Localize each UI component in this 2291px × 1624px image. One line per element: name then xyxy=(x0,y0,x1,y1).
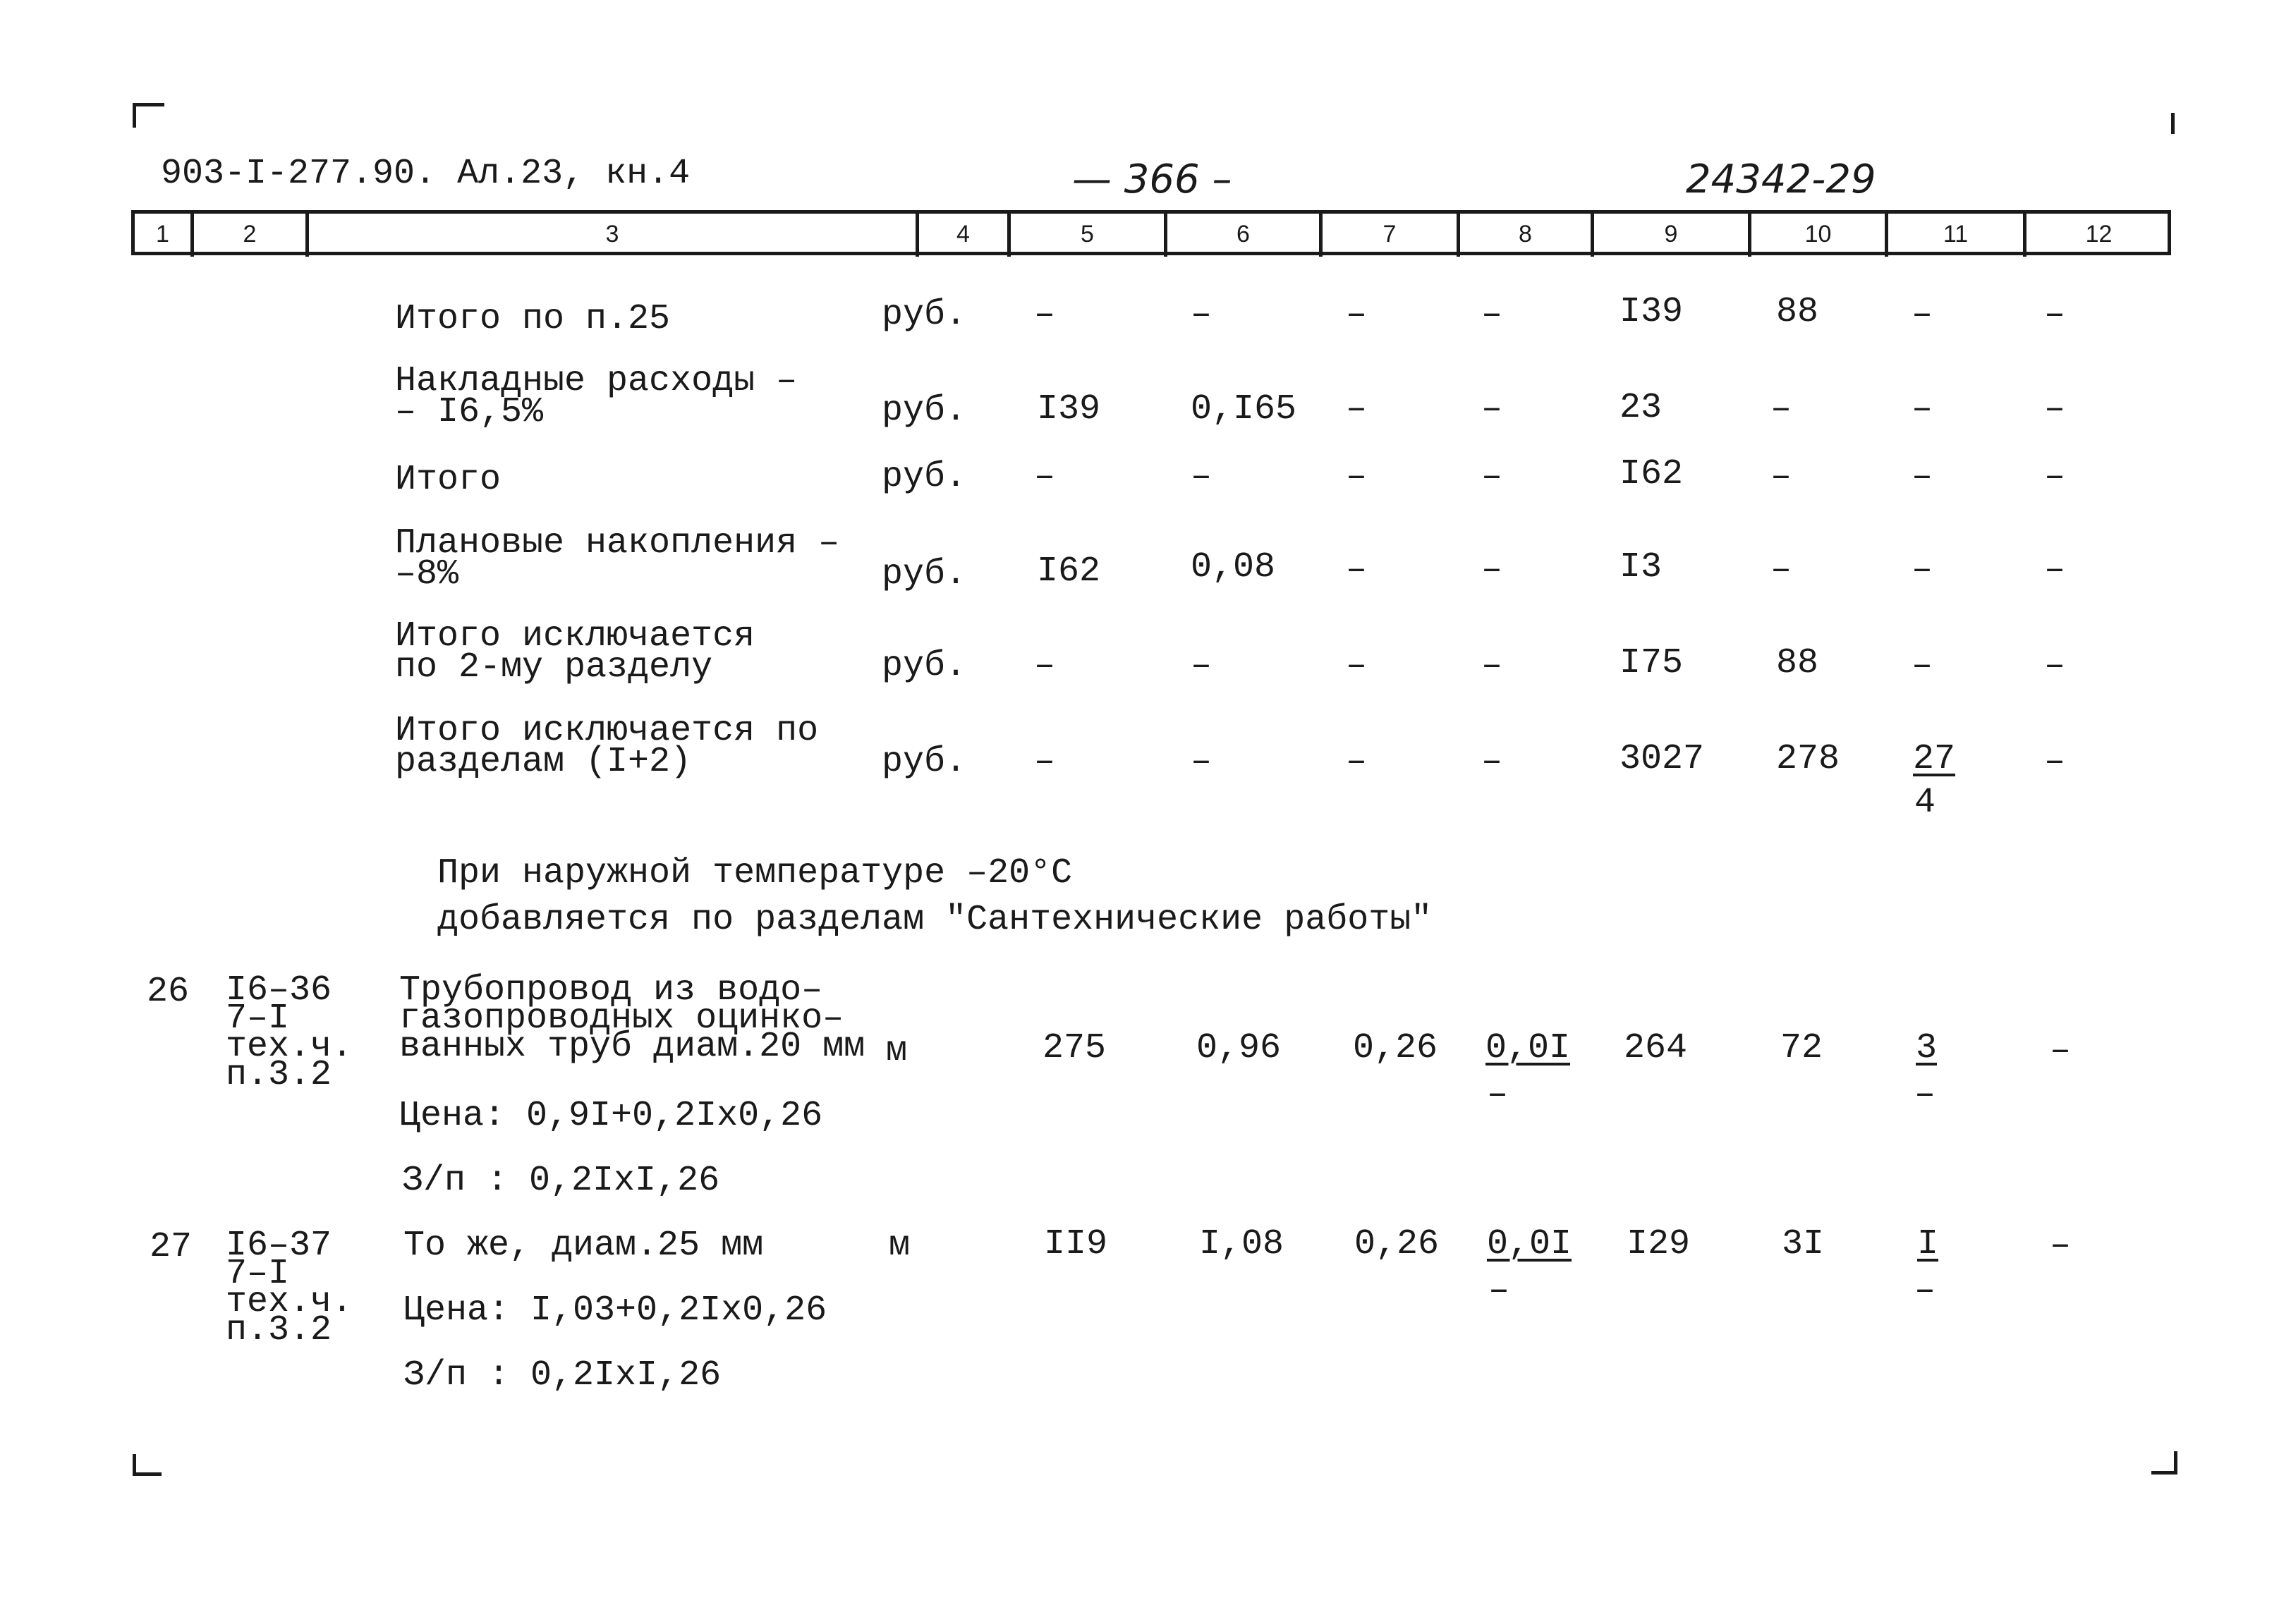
cell-col12: – xyxy=(2044,389,2066,429)
cell-col10: 278 xyxy=(1776,739,1840,779)
cell-col5: – xyxy=(1034,742,1056,782)
row-label: Итого по п.25 xyxy=(395,299,671,339)
row-label: Итого xyxy=(395,460,502,500)
unit-cell: руб. xyxy=(882,646,967,686)
cell-col9: I62 xyxy=(1620,454,1684,494)
cell-col5: 275 xyxy=(1043,1028,1107,1068)
cell-col8: – xyxy=(1481,295,1503,335)
unit-cell: м xyxy=(889,1226,911,1266)
cell-col10: – xyxy=(1770,389,1792,429)
column-header-11: 11 xyxy=(1943,221,1969,248)
column-header-10: 10 xyxy=(1804,221,1832,248)
cell-col7: 0,26 xyxy=(1354,1224,1440,1264)
cell-col6: 0,08 xyxy=(1191,547,1276,587)
column-header-9: 9 xyxy=(1664,221,1678,248)
column-header-2: 2 xyxy=(243,221,257,248)
corner-mark-top-left xyxy=(133,103,164,128)
row-label-continued: разделам (I+2) xyxy=(395,742,692,782)
cell-col6: 0,96 xyxy=(1196,1028,1282,1068)
cell-col5: – xyxy=(1034,646,1056,686)
cell-col7: – xyxy=(1346,550,1368,590)
unit-cell: м xyxy=(886,1031,908,1071)
sheet-code: 24342-29 xyxy=(1686,157,1876,202)
row-label: Итого исключается по xyxy=(395,711,819,751)
column-header-7: 7 xyxy=(1382,221,1397,248)
unit-cell: руб. xyxy=(882,742,967,782)
cell-col9: 264 xyxy=(1624,1028,1688,1068)
item-wage-formula: З/п : 0,2IxI,26 xyxy=(402,1161,720,1201)
item-code: I6–36 xyxy=(226,970,332,1011)
cell-col10: 3I xyxy=(1782,1224,1825,1264)
unit-cell: руб. xyxy=(882,295,967,335)
item-code: I6–37 xyxy=(226,1226,332,1266)
item-name: газопроводных оцинко– xyxy=(399,999,844,1039)
row-label-continued: по 2-му разделу xyxy=(395,647,713,688)
cell-col6: – xyxy=(1191,742,1213,782)
row-label: Накладные расходы – xyxy=(395,361,798,401)
cell-col11-denominator: 4 xyxy=(1914,783,1936,823)
item-wage-formula: З/п : 0,2IxI,26 xyxy=(403,1355,722,1396)
column-header-12: 12 xyxy=(2085,221,2113,248)
cell-col11-numerator: 27 xyxy=(1913,739,1956,779)
cell-col8-numerator: 0,0I xyxy=(1485,1028,1571,1068)
cell-col12: – xyxy=(2044,457,2066,497)
cell-col6: – xyxy=(1191,646,1213,686)
cell-col11-denominator: – xyxy=(1914,1271,1936,1311)
item-code: тех.ч. xyxy=(226,1027,353,1067)
cell-col9: 3027 xyxy=(1620,739,1705,779)
cell-col7: – xyxy=(1346,295,1368,335)
cell-col10: – xyxy=(1770,457,1792,497)
cell-col6: – xyxy=(1191,457,1213,497)
cell-col11: – xyxy=(1912,457,1933,497)
cell-col8-denominator: – xyxy=(1488,1271,1510,1311)
cell-col9: I3 xyxy=(1620,547,1663,587)
cell-col8: – xyxy=(1481,457,1503,497)
item-code: п.3.2 xyxy=(226,1310,332,1350)
cell-col5: II9 xyxy=(1044,1224,1108,1264)
item-number: 26 xyxy=(147,972,190,1012)
item-price-formula: Цена: 0,9I+0,2Ix0,26 xyxy=(399,1096,823,1136)
cell-col10: 72 xyxy=(1780,1028,1823,1068)
cell-col12: – xyxy=(2044,295,2066,335)
cell-col11: – xyxy=(1912,389,1933,429)
document-reference: 903-I-277.90. Ал.23, кн.4 xyxy=(161,154,691,194)
cell-col8-numerator: 0,0I xyxy=(1487,1224,1572,1264)
item-name: То же, диам.25 мм xyxy=(403,1226,764,1266)
item-name: Трубопровод из водо– xyxy=(399,970,823,1011)
page-number: — 366 – xyxy=(1072,157,1232,202)
item-code: 7–I xyxy=(226,999,290,1039)
column-header-3: 3 xyxy=(605,221,619,248)
cell-col5: I39 xyxy=(1037,389,1101,429)
cell-col8-denominator: – xyxy=(1487,1075,1509,1115)
column-header-5: 5 xyxy=(1081,221,1094,248)
cell-col6: 0,I65 xyxy=(1191,389,1297,429)
unit-cell: руб. xyxy=(882,457,967,497)
cell-col11-numerator: I xyxy=(1917,1224,1939,1264)
cell-col10: – xyxy=(1770,550,1792,590)
cell-col12: – xyxy=(2050,1226,2072,1266)
cell-col9: I29 xyxy=(1627,1224,1691,1264)
corner-mark-bottom-right xyxy=(2151,1451,2177,1475)
cell-col12: – xyxy=(2044,550,2066,590)
item-price-formula: Цена: I,03+0,2Ix0,26 xyxy=(403,1290,827,1331)
cell-col9: I39 xyxy=(1620,292,1684,332)
row-label-continued: –8% xyxy=(395,554,459,594)
cell-col6: – xyxy=(1191,295,1213,335)
cell-col7: – xyxy=(1346,646,1368,686)
cell-col8: – xyxy=(1481,550,1503,590)
corner-mark-bottom-left xyxy=(133,1454,162,1476)
row-label: Итого исключается xyxy=(395,616,755,657)
column-header-1: 1 xyxy=(156,221,169,248)
item-number: 27 xyxy=(150,1227,193,1267)
cell-col11-denominator: – xyxy=(1914,1075,1936,1115)
cell-col8: – xyxy=(1481,646,1503,686)
cell-col12: – xyxy=(2044,646,2066,686)
unit-cell: руб. xyxy=(882,554,967,594)
item-code: тех.ч. xyxy=(226,1282,353,1322)
cell-col5: I62 xyxy=(1037,551,1101,592)
unit-cell: руб. xyxy=(882,391,967,431)
cell-col10: 88 xyxy=(1776,292,1819,332)
row-label-continued: – I6,5% xyxy=(395,392,544,432)
cell-col11: – xyxy=(1912,550,1933,590)
cell-col11-numerator: 3 xyxy=(1916,1028,1938,1068)
cell-col9: I75 xyxy=(1620,643,1684,683)
cell-col5: – xyxy=(1034,295,1056,335)
cell-col7: 0,26 xyxy=(1353,1028,1438,1068)
cell-col7: – xyxy=(1346,389,1368,429)
cell-col12: – xyxy=(2044,742,2066,782)
column-header-8: 8 xyxy=(1519,221,1532,248)
cell-col6: I,08 xyxy=(1199,1224,1284,1264)
column-header-4: 4 xyxy=(956,221,970,248)
cell-col7: – xyxy=(1346,457,1368,497)
corner-mark-top-right xyxy=(2171,113,2175,134)
item-code: п.3.2 xyxy=(226,1055,332,1095)
cell-col5: – xyxy=(1034,457,1056,497)
cell-col12: – xyxy=(2050,1031,2072,1071)
cell-col9: 23 xyxy=(1620,388,1663,428)
row-label: Плановые накопления – xyxy=(395,523,840,563)
section-note: При наружной температуре –20°С xyxy=(437,853,1073,893)
section-note-continued: добавляется по разделам "Сантехнические работы" xyxy=(437,900,1433,940)
cell-col11: – xyxy=(1912,646,1933,686)
cell-col11: – xyxy=(1912,295,1933,335)
cell-col8: – xyxy=(1481,742,1503,782)
column-header-6: 6 xyxy=(1236,221,1250,248)
item-name: ванных труб диам.20 мм xyxy=(399,1027,865,1067)
item-code: 7–I xyxy=(226,1254,290,1294)
cell-col10: 88 xyxy=(1776,643,1819,683)
cell-col7: – xyxy=(1346,742,1368,782)
cell-col8: – xyxy=(1481,389,1503,429)
